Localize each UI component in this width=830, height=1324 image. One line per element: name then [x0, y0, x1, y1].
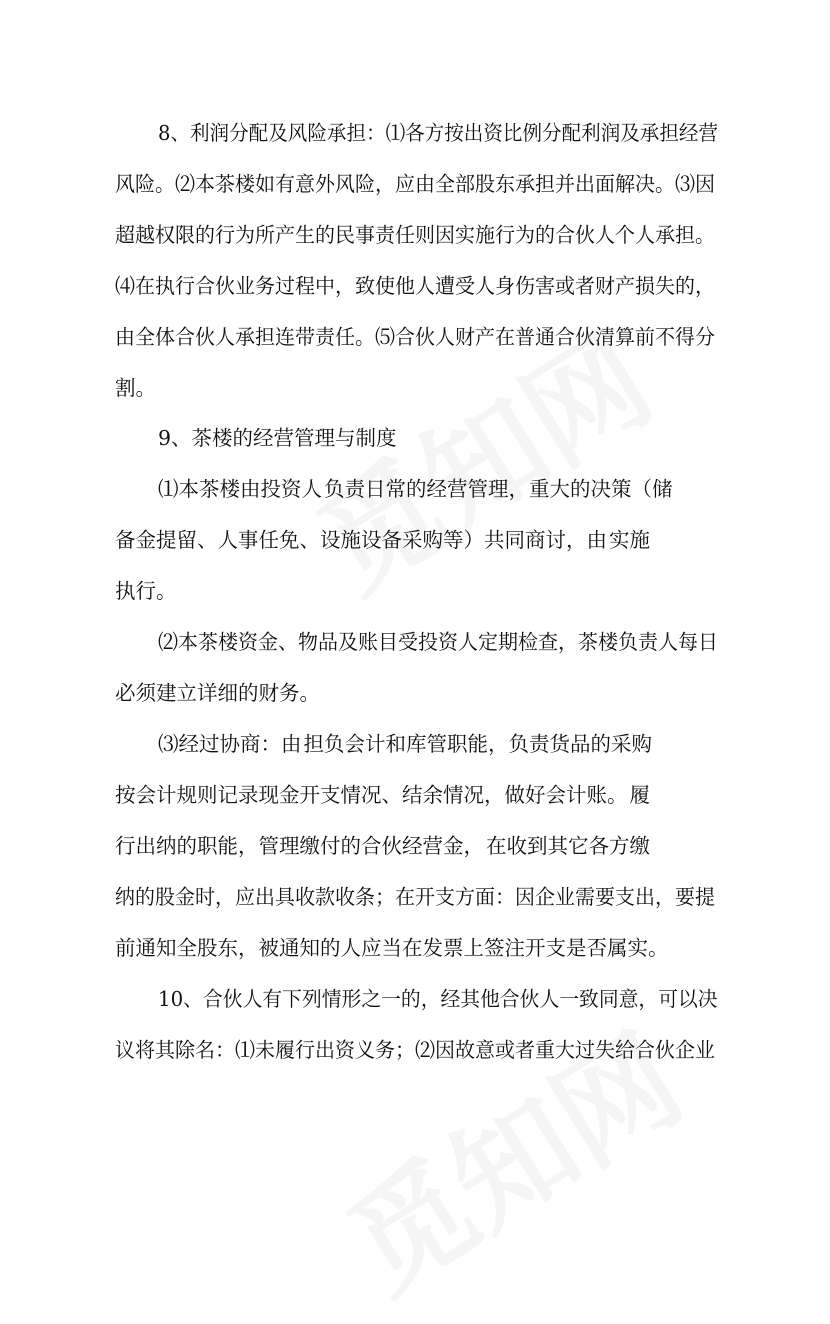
- text-line: [115, 1035, 715, 1065]
- text-line: [115, 882, 715, 912]
- text-segment: ⑴本茶楼由投资人: [158, 477, 322, 501]
- text-segment: 履: [629, 783, 650, 807]
- text-segment: 备金提留、人事任免、设施设备采购等）共同商讨，由: [115, 528, 607, 552]
- text-segment: 担负会计和库管职能，负责货品的采购: [303, 732, 652, 756]
- text-line: [115, 373, 715, 403]
- text-segment: 前通知全股东，被通知的人应当在发票上签注开支是否属实。: [115, 936, 669, 960]
- text-line: [115, 576, 715, 606]
- text-segment: 10、合伙人有下列情形之一的，经其他合伙人一致同意，可以决: [158, 987, 718, 1011]
- text-segment: 割。: [115, 376, 156, 400]
- text-line: [115, 169, 715, 199]
- text-segment: ⑶经过协商：由: [158, 732, 302, 756]
- text-segment: ⑷在执行合伙业务过程中，致使他人遭受人身伤害或者财产损失的，: [115, 274, 715, 298]
- text-line: [115, 678, 715, 708]
- text-segment: 9、茶楼的经营管理与制度: [158, 426, 397, 450]
- text-segment: 议将其除名：⑴未履行出资义务；⑵因故意或者重大过失给合伙企业: [115, 1038, 715, 1062]
- text-line: [115, 220, 715, 250]
- text-line: [158, 984, 718, 1014]
- text-segment: 执行。: [115, 579, 177, 603]
- text-line: [158, 729, 718, 759]
- text-line: [158, 474, 718, 504]
- text-segment: 行出纳的职能，管理缴付的合伙经营金，: [115, 834, 484, 858]
- text-line: [115, 780, 715, 810]
- text-line: [158, 118, 719, 148]
- text-line: [115, 271, 715, 301]
- text-segment: 在收到其它各方缴: [486, 834, 650, 858]
- text-segment: 风险。⑵本茶楼如有意外风险，应由全部股东承担并出面解决。⑶因: [115, 172, 715, 196]
- text-segment: 8、利润分配及风险承担：⑴各方按出资比例分配利润及承担经营: [158, 121, 719, 145]
- text-line: [115, 933, 715, 963]
- text-segment: 超越权限的行为所产生的民事责任则因实施行为的合伙人个人承担。: [115, 223, 715, 247]
- text-segment: 由全体合伙人承担连带责任。⑸合伙人财产在普通合伙清算前不得分: [115, 325, 715, 349]
- text-segment: ⑵本茶楼资金、物品及账目受投资人定期检查，茶楼负责人每日: [158, 630, 718, 654]
- text-segment: 必须建立详细的财务。: [115, 681, 320, 705]
- text-line: [115, 322, 715, 352]
- text-segment: 负责日常的经营管理，重大的决策（储: [324, 477, 673, 501]
- text-line: [115, 525, 715, 555]
- section-heading: [158, 423, 718, 453]
- text-segment: 纳的股金时，应出具收款收条；在开支方面：因企业需要支出，要提: [115, 885, 715, 909]
- text-line: [115, 831, 715, 861]
- text-line: [158, 627, 718, 657]
- text-segment: 实施: [609, 528, 650, 552]
- text-segment: 按会计规则记录现金开支情况、结余情况，做好会计账。: [115, 783, 628, 807]
